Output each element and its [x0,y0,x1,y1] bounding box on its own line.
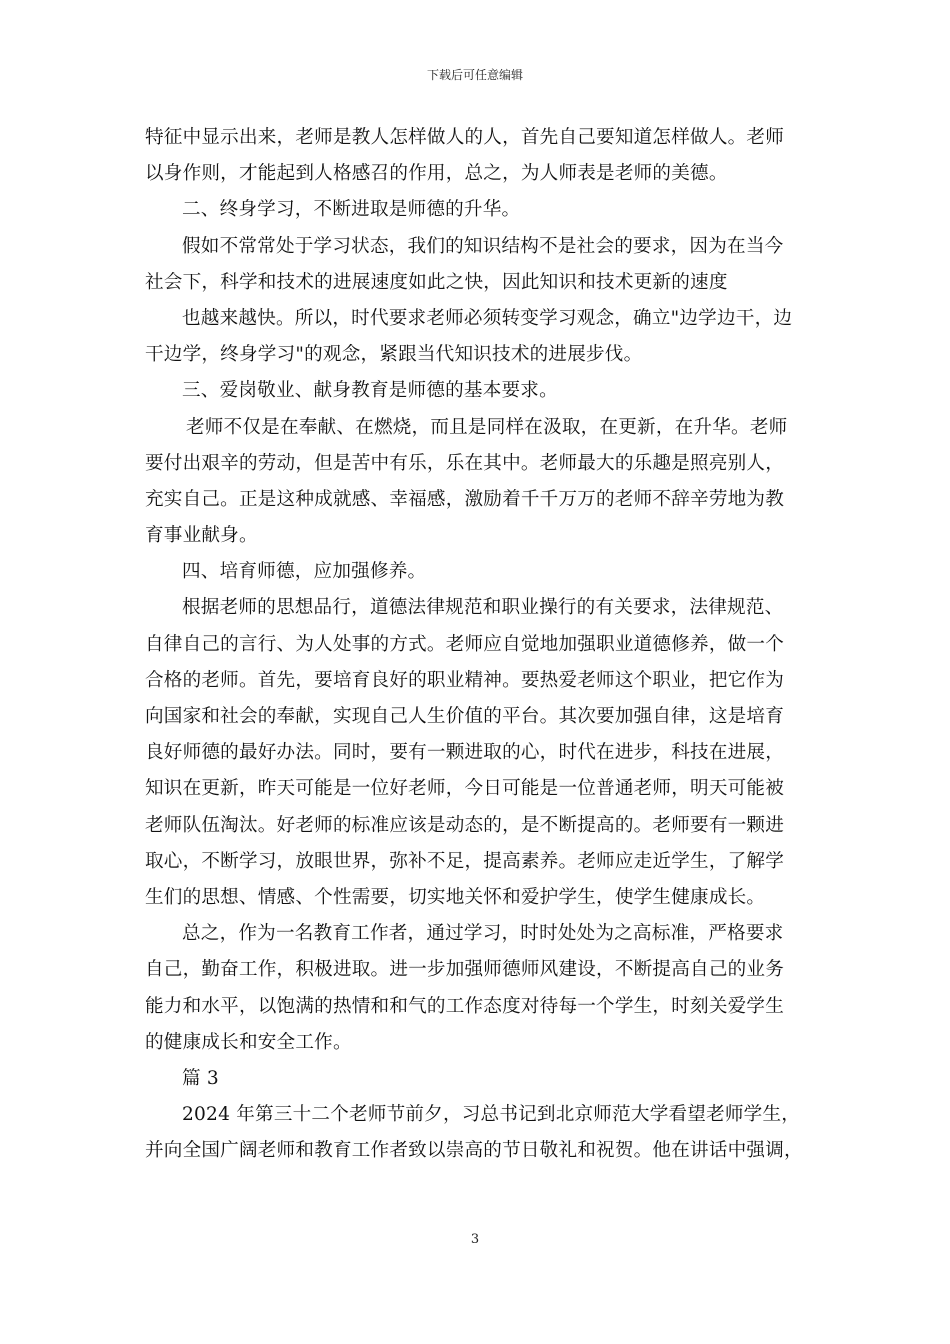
text-line: 育事业献身。 [145,525,258,547]
text-line: 根据老师的思想品行，道德法律规范和职业操行的有关要求，法律规范、 [182,597,784,619]
section-heading: 篇 3 [182,1067,219,1089]
text-line: 取心，不断学习，放眼世界，弥补不足，提高素养。老师应走近学生，了解学 [145,850,784,872]
text-line: 老师队伍淘汰。好老师的标准应该是动态的，是不断提高的。老师要有一颗进 [145,814,784,836]
text-line: 特征中显示出来，老师是教人怎样做人的人，首先自己要知道怎样做人。老师 [145,127,784,148]
text-line: 也越来越快。所以，时代要求老师必须转变学习观念，确立"边学边干，边 [182,307,793,329]
text-line: 自己，勤奋工作，积极进取。进一步加强师德师风建设，不断提高自己的业务 [145,959,784,981]
text-line: 的健康成长和安全工作。 [145,1031,352,1053]
text-line: 总之，作为一名教育工作者，通过学习，时时处处为之高标准，严格要求 [182,923,784,945]
text-line: 以身作则，才能起到人格感召的作用，总之，为人师表是老师的美德。 [145,163,728,185]
section-heading: 二、终身学习，不断进取是师德的升华。 [182,199,521,221]
text-line: 充实自己。正是这种成就感、幸福感，激励着千千万万的老师不辞辛劳地为教 [145,488,784,510]
section-heading: 三、爱岗敬业、献身教育是师德的基本要求。 [182,380,558,402]
page-header: 下载后可任意编辑 [426,68,523,82]
text-line: 老师不仅是在奉献、在燃烧，而且是同样在汲取，在更新，在升华。老师 [186,416,788,438]
page-number: 3 [470,1232,480,1247]
text-line: 知识在更新，昨天可能是一位好老师，今日可能是一位普通老师，明天可能被 [145,778,784,800]
text-line: 自律自己的言行、为人处事的方式。老师应自觉地加强职业道德修养，做一个 [145,633,784,655]
text-line: 向国家和社会的奉献，实现自己人生价值的平台。其次要加强自律，这是培育 [145,706,784,727]
text-line: 并向全国广阔老师和教育工作者致以崇高的节日敬礼和祝贺。他在讲话中强调， [145,1140,803,1162]
text-line: 社会下，科学和技术的进展速度如此之快，因此知识和技术更新的速度 [145,271,728,293]
text-line: 生们的思想、情感、个性需要，切实地关怀和爱护学生，使学生健康成长。 [145,886,766,908]
text-line: 干边学，终身学习"的观念，紧跟当代知识技术的进展步伐。 [145,344,643,366]
text-line: 良好师德的最好办法。同时，要有一颗进取的心，时代在进步，科技在进展， [145,742,784,764]
section-heading: 四、培育师德，应加强修养。 [182,561,427,583]
text-line: 能力和水平，以饱满的热情和和气的工作态度对待每一个学生，时刻关爱学生 [145,995,784,1017]
text-line: 合格的老师。首先，要培育良好的职业精神。要热爱老师这个职业，把它作为 [145,669,784,691]
document-body [145,122,813,1171]
text-line: 要付出艰辛的劳动，但是苦中有乐，乐在其中。老师最大的乐趣是照亮别人， [145,452,784,474]
text-line: 2024 年第三十二个老师节前夕，习总书记到北京师范大学看望老师学生， [182,1104,801,1126]
text-line: 假如不常常处于学习状态，我们的知识结构不是社会的要求，因为在当今 [182,235,784,257]
